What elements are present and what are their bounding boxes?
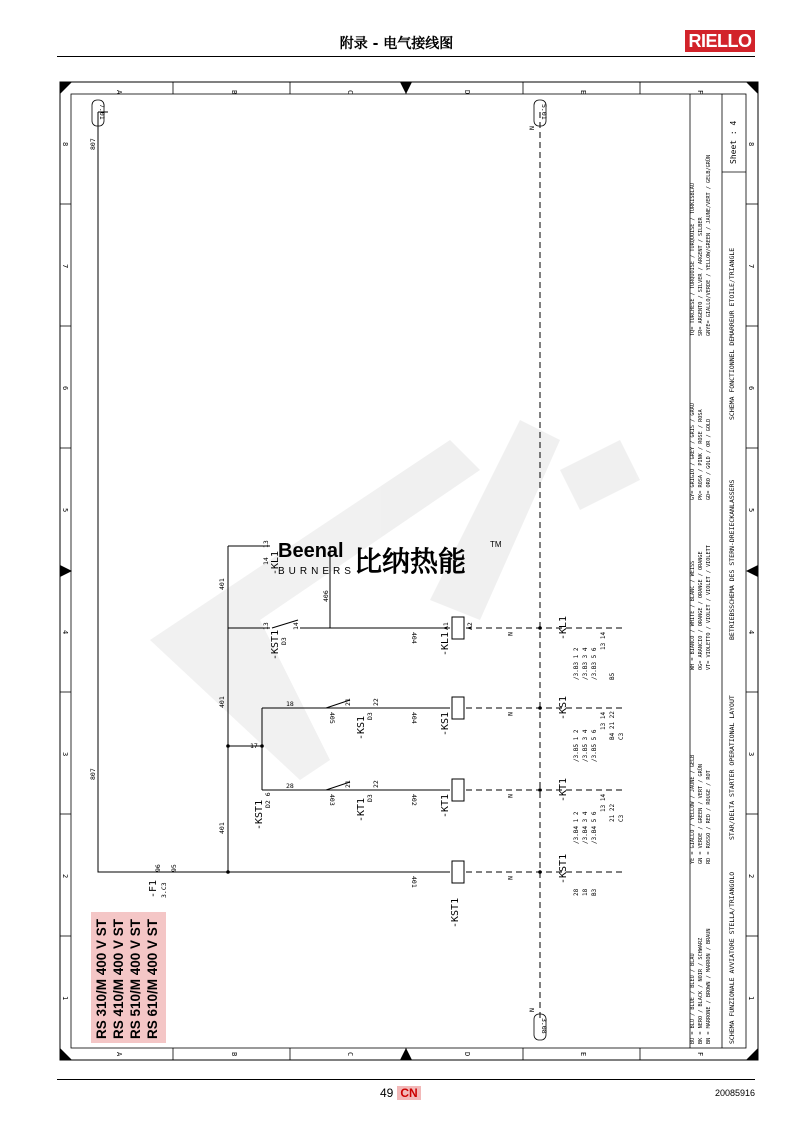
model-item: RS 510/M 400 V ST — [128, 918, 143, 1039]
row-label-2-right: 2 — [747, 874, 755, 879]
coil-ks1 — [452, 697, 464, 719]
wire-406: 406 — [322, 590, 330, 602]
term-21-kt1: 21 — [344, 780, 352, 788]
kl1-table-row-1: /3.B3 1 2 — [573, 647, 580, 680]
beenal-brand: Beenal — [278, 540, 344, 562]
ref-f1: 3.C3 — [160, 882, 168, 898]
label-table-kst1: -KST1 — [558, 853, 569, 884]
label-kst1-contact: -KST1 — [270, 629, 281, 660]
wire-401-a: 401 — [218, 578, 226, 590]
kst1-table-row-2: 18 — [582, 888, 589, 896]
col-label-b-bottom: B — [230, 1052, 238, 1057]
title-french: SCHEMA FONCTIONNEL DEMARREUR ETOILE/TRIANGLE — [728, 247, 736, 420]
label-ks1-contact: -KS1 — [356, 715, 367, 740]
sheet-number: Sheet : 4 — [729, 120, 738, 164]
ks1-table-row-3: /3.B5 5 6 — [591, 729, 598, 762]
page-number-value: 49 — [380, 1086, 394, 1100]
legend-col2-row1: YE = GIALLO / YELLOW / JAUNE / GELB — [690, 754, 696, 864]
ks1-table-row-5: B4 21 22 — [609, 711, 616, 740]
beenal-watermark — [278, 540, 502, 578]
label-coil-kt1: -KT1 — [440, 793, 451, 818]
neutral-label-kl1: N — [506, 632, 514, 636]
col-label-e-bottom: E — [579, 1052, 587, 1057]
kt1-table-row-6: C3 — [618, 814, 625, 822]
neutral-label-top: N — [528, 126, 536, 130]
model-item: RS 310/M 400 V ST — [94, 918, 109, 1039]
legend-col2-row3: RD = ROSSO / RED / ROUGE / ROT — [706, 770, 712, 864]
row-label-8-left: 8 — [61, 142, 69, 147]
label-table-ks1: -KS1 — [558, 695, 569, 720]
row-label-7-right: 7 — [747, 264, 755, 269]
col-label-a-bottom: A — [115, 1052, 123, 1057]
kt1-table-row-1: /3.B4 1 2 — [573, 811, 580, 844]
kst1-table-row-1: 28 — [573, 888, 580, 896]
kt1-table-row-4: 13 14 — [600, 793, 607, 812]
wire-402: 402 — [410, 794, 418, 806]
coils — [452, 617, 464, 883]
wire-401-b: 401 — [218, 696, 226, 708]
legend-col3-row1: WH = BIANCO / WHITE / BLANC / WEISS — [690, 560, 696, 670]
model-item: RS 610/M 400 V ST — [145, 918, 160, 1039]
ref-top-left: 7.01 — [98, 104, 106, 120]
ref-bottom-right: 3.08 — [540, 1018, 548, 1034]
title-english: STAR/DELTA STARTER OPERATIONAL LAYOUT — [728, 695, 736, 840]
col-label-d-bottom: D — [463, 1052, 471, 1057]
coil-kst1 — [452, 861, 464, 883]
neutral-label-bottom: N — [528, 1008, 536, 1012]
ref-top-right: 5.01 — [540, 104, 548, 120]
col-label-d-top: D — [463, 90, 471, 95]
document-code: 20085916 — [714, 1088, 755, 1098]
term-d3-kt1: D3 — [366, 794, 374, 802]
legend-col4-row2: PK= ROSA / PINK / ROSE / ROSA — [698, 409, 704, 500]
label-kt1-contact: -KT1 — [356, 797, 367, 822]
model-list-box — [91, 912, 166, 1043]
title-italian: SCHEMA FUNZIONALE AVVIATORE STELLA/TRIANGOLO — [728, 871, 736, 1044]
kl1-table-row-4: 13 14 — [600, 631, 607, 650]
term-14-mid: 14 — [292, 622, 300, 630]
row-label-5-right: 5 — [747, 508, 755, 513]
coil-kl1 — [452, 617, 464, 639]
ks1-table-row-2: /3.B5 3 4 — [582, 729, 589, 762]
row-label-4-left: 4 — [61, 630, 69, 635]
wire-401-d: 401 — [410, 876, 418, 888]
term-d26: D2 6 — [264, 792, 272, 808]
legend-col4-row1: GY= GRIGIO / GREY / GRIS / GRAU — [690, 403, 696, 500]
kt1-table-row-3: /3.B4 5 6 — [591, 811, 598, 844]
kt1-table-row-2: /3.B4 3 4 — [582, 811, 589, 844]
label-table-kl1: -KL1 — [558, 615, 569, 640]
term-95: 95 — [170, 864, 178, 872]
wire-405: 405 — [328, 712, 336, 724]
kst1-table-row-3: B3 — [591, 888, 598, 896]
term-96: 96 — [154, 864, 162, 872]
term-d3-kst1: D3 — [280, 637, 288, 645]
term-a1: A1 — [442, 622, 450, 630]
beenal-cn-name: 比纳热能 — [354, 545, 467, 578]
legend-col1-row2: BK = NERO / BLACK / NOIR / SCHWARZ — [698, 937, 704, 1044]
term-21-ks1: 21 — [344, 698, 352, 706]
term-22-ks1: 22 — [372, 698, 380, 706]
label-coil-kst1: -KST1 — [450, 897, 461, 928]
col-label-f-top: F — [696, 90, 704, 95]
label-kst1-d26: -KST1 — [254, 799, 265, 830]
row-label-4-right: 4 — [747, 630, 755, 635]
language-badge: CN — [397, 1086, 420, 1100]
row-label-1-left: 1 — [61, 996, 69, 1001]
col-label-f-bottom: F — [696, 1052, 704, 1057]
neutral-label-ks1: N — [506, 712, 514, 716]
coil-kt1 — [452, 779, 464, 801]
row-label-1-right: 1 — [747, 996, 755, 1001]
legend-col3-row2: OG= ARANCIO / ORANGE / ORANGE / ORANGE — [698, 551, 704, 670]
kt1-table-row-5: 21 22 — [609, 803, 616, 822]
legend-col5-row1: TQ= TURCHESE / TURQUOISE / TURQUOISE / TURKISBLAU — [690, 182, 696, 336]
legend-col4-row3: GD= ORO / GOLD / OR / GOLD — [706, 418, 712, 500]
label-f1: -F1 — [148, 879, 159, 898]
ks1-table-row-1: /3.B5 1 2 — [573, 729, 580, 762]
title-german: BETRIEBSSCHEMA DES STERN-DREIECKANLASSERS — [728, 479, 736, 640]
row-label-3-right: 3 — [747, 752, 755, 757]
wire-404-b: 404 — [410, 712, 418, 724]
col-label-c-top: C — [346, 90, 354, 95]
col-label-b-top: B — [230, 90, 238, 95]
row-label-3-left: 3 — [61, 752, 69, 757]
row-label-6-left: 6 — [61, 386, 69, 391]
term-28: 28 — [286, 782, 294, 790]
term-d3-ks1: D3 — [366, 712, 374, 720]
legend-col1-row3: BN = MARRONE / BROWN / MARRON / BRAUN — [706, 928, 712, 1044]
term-14-top: 14 — [262, 557, 270, 565]
label-coil-kl1: -KL1 — [440, 631, 451, 656]
kl1-table-row-5: B5 — [609, 672, 616, 680]
label-table-kt1: -KT1 — [558, 777, 569, 802]
watermark-mark — [150, 420, 640, 780]
ks1-table-row-4: 13 14 — [600, 711, 607, 730]
row-label-6-right: 6 — [747, 386, 755, 391]
model-item: RS 410/M 400 V ST — [111, 918, 126, 1039]
legend-col5-row2: SR= ARGENTO / SILVER / ARGENT / SILBER — [698, 217, 704, 336]
term-a2: A2 — [466, 622, 474, 630]
term-17: 17 — [250, 742, 258, 750]
neutral-label-kt1: N — [506, 794, 514, 798]
row-label-5-left: 5 — [61, 508, 69, 513]
col-label-c-bottom: C — [346, 1052, 354, 1057]
wire-404: 404 — [410, 632, 418, 644]
term-22-kt1: 22 — [372, 780, 380, 788]
beenal-tm: TM — [490, 540, 502, 549]
row-label-2-left: 2 — [61, 874, 69, 879]
wire-807-top: 807 — [89, 138, 97, 150]
row-label-8-right: 8 — [747, 142, 755, 147]
term-13-top: 13 — [262, 540, 270, 548]
legend-col1-row1: BU = BLU / BLUE / BLEU / BLAU — [690, 953, 696, 1044]
wire-403: 403 — [328, 794, 336, 806]
label-kl1-contact: -KL1 — [270, 550, 281, 575]
row-label-7-left: 7 — [61, 264, 69, 269]
legend-col2-row2: GN = VERDE / GREEN / VERT / GRÜN — [698, 764, 704, 864]
kl1-table-row-3: /3.B3 5 6 — [591, 647, 598, 680]
beenal-sub: BURNERS — [278, 566, 355, 577]
neutral-label-kst1: N — [506, 876, 514, 880]
kl1-table-row-2: /3.B3 3 4 — [582, 647, 589, 680]
wire-401-c: 401 — [218, 822, 226, 834]
legend-col5-row3: GNYE= GIALLO/VERDE / YELLOW/GREEN / JAUNE/VERT / GELB/GRÜN — [706, 154, 712, 336]
brand-logo: RIELLO — [685, 30, 755, 52]
page-title: 附录 - 电气接线图 — [339, 36, 454, 52]
wire-807-mid: 807 — [89, 768, 97, 780]
col-label-a-top: A — [115, 90, 123, 95]
col-label-e-top: E — [579, 90, 587, 95]
label-coil-ks1: -KS1 — [440, 711, 451, 736]
term-18: 18 — [286, 700, 294, 708]
term-13-mid: 13 — [262, 622, 270, 630]
ks1-table-row-6: C3 — [618, 732, 625, 740]
legend-col3-row3: VT= VIOLETTO / VIOLET / VIOLET / VIOLETT — [706, 545, 712, 670]
